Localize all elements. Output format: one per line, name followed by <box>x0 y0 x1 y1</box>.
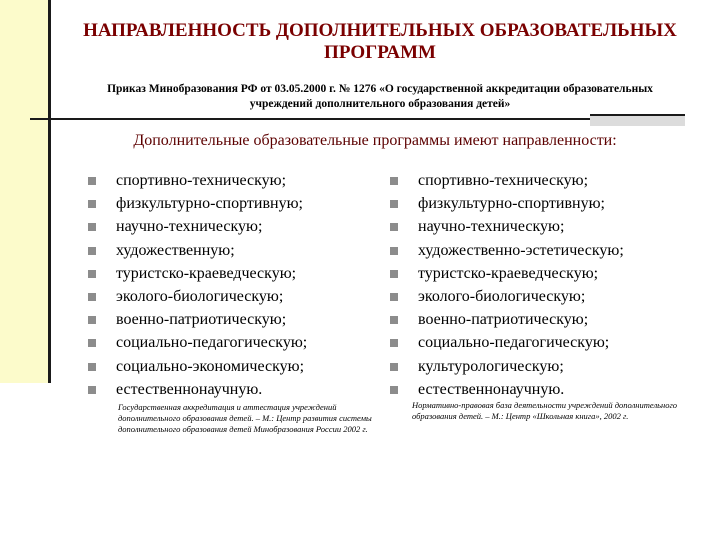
list-item-text: туристско-краеведческую; <box>116 264 297 282</box>
list-item <box>390 192 624 215</box>
list-item-text: спортивно-техническую; <box>418 172 589 189</box>
list-item-text: социально-педагогическую; <box>418 334 610 352</box>
square-bullet-icon <box>390 223 398 231</box>
list-item-text: социально-экономическую; <box>116 357 305 375</box>
left-source-note: Государственная аккредитация и аттестация учреждений дополнительного образования детей. – М.: Центр развития системы дополнительного образования детей Минобразования России 2002 г. <box>118 402 372 434</box>
list-item <box>390 262 624 285</box>
list-item <box>390 308 624 331</box>
square-bullet-icon <box>390 339 398 347</box>
list-item-text: естественнонаучную. <box>418 380 565 398</box>
square-bullet-icon <box>390 200 398 208</box>
list-item <box>390 239 624 262</box>
square-bullet-icon <box>390 177 398 185</box>
list-item-text: культурологическую; <box>418 357 564 375</box>
list-item <box>88 308 307 331</box>
square-bullet-icon <box>88 247 96 255</box>
list-item-text: спортивно-техническую; <box>116 172 287 189</box>
list-item-text: художественно-эстетическую; <box>418 241 624 259</box>
square-bullet-icon <box>390 363 398 371</box>
square-bullet-icon <box>88 386 96 394</box>
square-bullet-icon <box>88 223 96 231</box>
divider-bar <box>590 114 685 126</box>
list-item-text: социально-педагогическую; <box>116 334 308 352</box>
square-bullet-icon <box>88 200 96 208</box>
list-item-text: художественную; <box>116 241 235 259</box>
list-item <box>88 262 307 285</box>
list-item <box>88 355 307 378</box>
square-bullet-icon <box>390 386 398 394</box>
list-item-text: туристско-краеведческую; <box>418 264 599 282</box>
list-item <box>88 285 307 308</box>
square-bullet-icon <box>390 270 398 278</box>
square-bullet-icon <box>88 293 96 301</box>
list-item <box>390 169 624 192</box>
list-item <box>88 331 307 354</box>
square-bullet-icon <box>390 247 398 255</box>
list-item-text: научно-техническую; <box>418 218 565 236</box>
list-item <box>88 192 307 215</box>
square-bullet-icon <box>390 293 398 301</box>
list-item <box>390 378 624 401</box>
list-item <box>390 285 624 308</box>
list-item <box>88 378 307 401</box>
list-item <box>88 215 307 238</box>
slide-subtitle: Дополнительные образовательные программы имеют направленности: <box>133 132 617 149</box>
list-item <box>88 239 307 262</box>
square-bullet-icon <box>88 316 96 324</box>
list-item-text: военно-патриотическую; <box>418 311 589 329</box>
square-bullet-icon <box>88 363 96 371</box>
list-item-text: военно-патриотическую; <box>116 311 287 329</box>
list-item <box>88 169 307 192</box>
left-direction-list <box>88 169 307 401</box>
list-item <box>390 215 624 238</box>
decree-reference: Приказ Минобразования РФ от 03.05.2000 г. № 1276 «О государственной аккредитации образовательных учреждений дополнительного образования детей» <box>107 83 653 110</box>
list-item-text: физкультурно-спортивную; <box>116 195 303 213</box>
right-direction-list <box>390 169 624 401</box>
square-bullet-icon <box>88 339 96 347</box>
top-decor-tick <box>48 0 51 10</box>
list-item-text: эколого-биологическую; <box>418 287 586 305</box>
list-item-text: естественнонаучную. <box>116 380 263 398</box>
square-bullet-icon <box>88 270 96 278</box>
left-decor-band <box>0 0 51 383</box>
list-item-text: физкультурно-спортивную; <box>418 195 605 213</box>
square-bullet-icon <box>88 177 96 185</box>
list-item-text: научно-техническую; <box>116 218 263 236</box>
list-item-text: эколого-биологическую; <box>116 287 284 305</box>
square-bullet-icon <box>390 316 398 324</box>
divider-line <box>30 118 590 120</box>
list-item <box>390 355 624 378</box>
slide-title: НАПРАВЛЕННОСТЬ ДОПОЛНИТЕЛЬНЫХ ОБРАЗОВАТЕЛЬНЫХ ПРОГРАММ <box>83 20 677 63</box>
list-item <box>390 331 624 354</box>
right-source-note: Нормативно-правовая база деятельности учреждений дополнительного образования детей. – М.: Центр «Школьная книга», 2002 г. <box>412 400 678 421</box>
